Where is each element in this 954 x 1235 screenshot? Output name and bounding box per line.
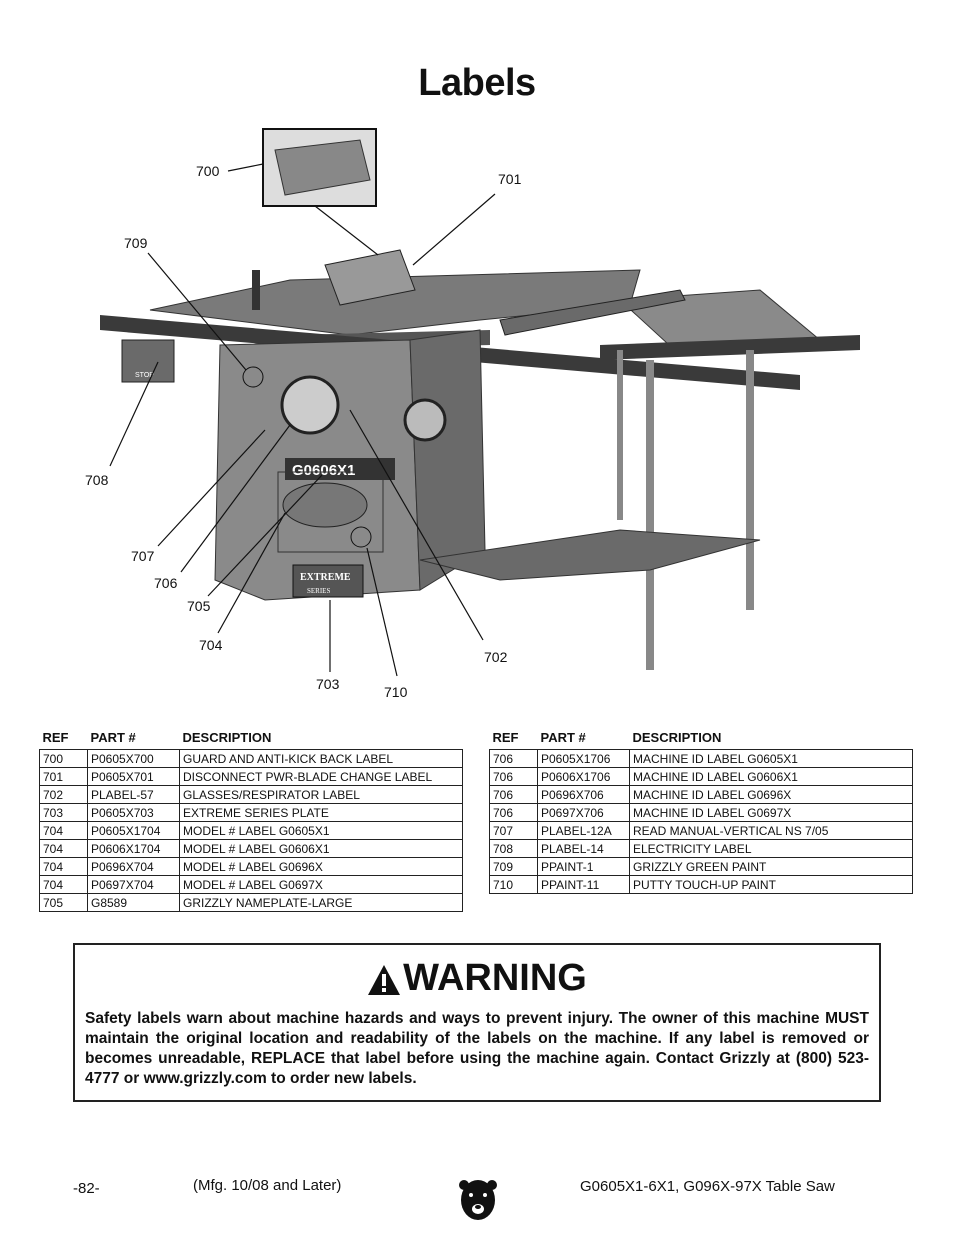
table-cell: MODEL # LABEL G0697X [180, 876, 463, 894]
table-cell: P0606X1704 [88, 840, 180, 858]
table-cell: P0605X701 [88, 768, 180, 786]
table-row [40, 840, 463, 858]
table-cell: MODEL # LABEL G0696X [180, 858, 463, 876]
callout-710: 710 [384, 684, 408, 700]
table-row [40, 822, 463, 840]
table-cell: PPAINT-11 [538, 876, 630, 894]
table-cell: READ MANUAL-VERTICAL NS 7/05 [630, 822, 913, 840]
callout-708: 708 [85, 472, 109, 488]
table-cell: P0606X1706 [538, 768, 630, 786]
leader-701 [413, 194, 495, 265]
table-cell: 701 [40, 768, 88, 786]
leader-700 [228, 164, 263, 171]
table-cell: 706 [490, 786, 538, 804]
table-cell: GUARD AND ANTI-KICK BACK LABEL [180, 750, 463, 768]
parts-table-left [39, 730, 463, 912]
table-row [40, 750, 463, 768]
table-cell: PLABEL-12A [538, 822, 630, 840]
table-cell: PUTTY TOUCH-UP PAINT [630, 876, 913, 894]
table-cell: 710 [490, 876, 538, 894]
table-cell: MACHINE ID LABEL G0606X1 [630, 768, 913, 786]
table-cell: P0697X706 [538, 804, 630, 822]
table-cell: P0697X704 [88, 876, 180, 894]
parts-table-right [489, 730, 913, 894]
table-cell: 704 [40, 858, 88, 876]
table-cell: PLABEL-57 [88, 786, 180, 804]
table-row [40, 768, 463, 786]
table-cell: MODEL # LABEL G0605X1 [180, 822, 463, 840]
table-cell: 700 [40, 750, 88, 768]
table-row [40, 786, 463, 804]
table-row [490, 804, 913, 822]
table-cell: GLASSES/RESPIRATOR LABEL [180, 786, 463, 804]
extreme-text: EXTREME [300, 572, 351, 583]
table-row [490, 858, 913, 876]
table-row [40, 894, 463, 912]
warning-heading [75, 957, 879, 1000]
table-cell: P0696X706 [538, 786, 630, 804]
table-row [40, 858, 463, 876]
table-cell: 706 [490, 804, 538, 822]
table-cell: 704 [40, 822, 88, 840]
table-cell: P0605X1706 [538, 750, 630, 768]
mfg-note: (Mfg. 10/08 and Later) [193, 1177, 342, 1194]
callout-706: 706 [154, 575, 178, 591]
table-saw-illustration [60, 120, 880, 720]
table-cell: ELECTRICITY LABEL [630, 840, 913, 858]
callout-709: 709 [124, 235, 148, 251]
tilt-wheel [405, 400, 445, 440]
leader-700-b [315, 206, 378, 255]
table-row [490, 876, 913, 894]
table-row [490, 822, 913, 840]
warning-triangle-icon [367, 964, 401, 996]
table-row [490, 750, 913, 768]
stop-text: STOP [135, 372, 154, 379]
grizzly-bear-logo [458, 1178, 498, 1222]
table-row [40, 804, 463, 822]
callout-705: 705 [187, 598, 211, 614]
col-part: PART # [90, 730, 136, 745]
table-cell: P0605X700 [88, 750, 180, 768]
col-part: PART # [540, 730, 586, 745]
height-wheel [282, 377, 338, 433]
table-cell: EXTREME SERIES PLATE [180, 804, 463, 822]
table-cell: 706 [490, 768, 538, 786]
col-ref: REF [42, 730, 69, 745]
table-cell: 702 [40, 786, 88, 804]
table-cell: 706 [490, 750, 538, 768]
table-cell: 709 [490, 858, 538, 876]
table-cell: 708 [490, 840, 538, 858]
callout-700: 700 [196, 163, 220, 179]
col-desc: DESCRIPTION [182, 730, 272, 745]
col-desc: DESCRIPTION [632, 730, 722, 745]
table-cell: PPAINT-1 [538, 858, 630, 876]
table-row [490, 840, 913, 858]
table-cell: MACHINE ID LABEL G0696X [630, 786, 913, 804]
callout-702: 702 [484, 649, 508, 665]
model-footer: G0605X1-6X1, G096X-97X Table Saw [580, 1178, 835, 1195]
table-cell: PLABEL-14 [538, 840, 630, 858]
warning-heading-text: WARNING [403, 957, 587, 999]
table-cell: GRIZZLY GREEN PAINT [630, 858, 913, 876]
table-cell: P0696X704 [88, 858, 180, 876]
series-text: SERIES [307, 587, 331, 595]
callout-704: 704 [199, 637, 223, 653]
table-row [490, 786, 913, 804]
brand-label: G0606X1 [292, 462, 356, 479]
table-cell: P0605X703 [88, 804, 180, 822]
callout-701: 701 [498, 171, 522, 187]
callout-703: 703 [316, 676, 340, 692]
miter-knob [252, 270, 260, 310]
grizzly-nameplate [283, 483, 367, 527]
table-cell: P0605X1704 [88, 822, 180, 840]
table-cell: MACHINE ID LABEL G0697X [630, 804, 913, 822]
table-cell: DISCONNECT PWR-BLADE CHANGE LABEL [180, 768, 463, 786]
page-number: -82- [73, 1180, 100, 1197]
table-cell: MODEL # LABEL G0606X1 [180, 840, 463, 858]
table-row [490, 768, 913, 786]
table-cell: 704 [40, 840, 88, 858]
page-title: Labels [418, 62, 536, 104]
warning-box [73, 943, 881, 1102]
table-cell: G8589 [88, 894, 180, 912]
table-cell: MACHINE ID LABEL G0605X1 [630, 750, 913, 768]
table-cell: 703 [40, 804, 88, 822]
table-cell: 704 [40, 876, 88, 894]
cabinet-side [410, 330, 485, 590]
table-cell: 705 [40, 894, 88, 912]
table-cell: 707 [490, 822, 538, 840]
table-row [40, 876, 463, 894]
table-cell: GRIZZLY NAMEPLATE-LARGE [180, 894, 463, 912]
callout-707: 707 [131, 548, 155, 564]
warning-text: Safety labels warn about machine hazards and ways to prevent injury. The owner of this machine MUST maintain the original location and readability of the labels on the machine. If any label is removed or becomes unreadable, REPLACE that label before using the machine again. Contact Grizzly at (800) 523-4777 or www.grizzly.com to order new labels. [85, 1010, 869, 1087]
col-ref: REF [492, 730, 519, 745]
